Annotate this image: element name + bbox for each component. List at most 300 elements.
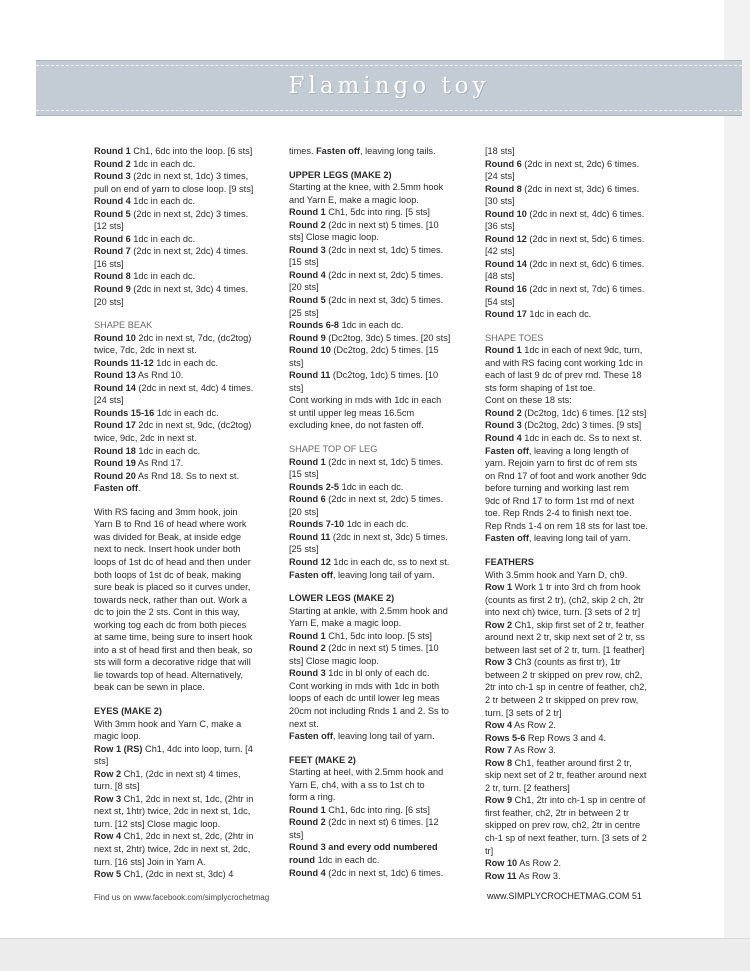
pattern-line xyxy=(485,258,675,271)
instruction-label: Rounds 6-8 xyxy=(289,320,340,331)
pattern-line xyxy=(94,793,284,806)
instruction-text: sts] xyxy=(94,756,109,767)
instruction-text: (2dc in next st, 5dc) 6 times. xyxy=(526,233,645,244)
instruction-text: next st. xyxy=(289,718,319,729)
pattern-line xyxy=(94,556,284,569)
instruction-label: Round 10 xyxy=(289,345,331,356)
pattern-line xyxy=(289,766,479,779)
pattern-line xyxy=(289,841,479,854)
pattern-line xyxy=(289,718,479,731)
instruction-label: Row 3 xyxy=(485,657,513,668)
pattern-line xyxy=(485,445,675,458)
instruction-label: Round 6 xyxy=(485,158,522,169)
bottom-band xyxy=(0,938,750,971)
pattern-line xyxy=(94,669,284,682)
instruction-label: Round 1 xyxy=(289,207,326,218)
section-heading: EYES (MAKE 2) xyxy=(94,705,162,716)
instruction-label: Rounds 15-16 xyxy=(94,407,155,418)
instruction-label: Round 14 xyxy=(485,258,527,269)
instruction-text: next to neck. Insert hook under both xyxy=(94,544,241,555)
instruction-text: [54 sts] xyxy=(485,296,515,307)
pattern-line xyxy=(94,830,284,843)
pattern-line xyxy=(289,569,479,582)
instruction-label: Round 6 xyxy=(289,494,326,505)
pattern-line xyxy=(94,768,284,781)
instruction-text: loops of 1st dc of head and then under xyxy=(94,556,251,567)
instruction-text: Ch1, 2dc in next st, 2dc, (2htr in xyxy=(121,831,254,842)
instruction-text: With 3.5mm hook and Yarn D, ch9. xyxy=(485,569,628,580)
instruction-text: Starting at ankle, with 2.5mm hook and xyxy=(289,605,448,616)
instruction-text: (2dc in next st, 2dc) 3 times. xyxy=(130,208,249,219)
instruction-text: 20cm not including Rnds 1 and 2. Ss to xyxy=(289,705,449,716)
pattern-line xyxy=(485,581,675,594)
pattern-line xyxy=(289,344,479,357)
pattern-line xyxy=(485,419,675,432)
pattern-line xyxy=(94,445,284,458)
instruction-text: 1dc in each dc. xyxy=(153,357,219,368)
instruction-label: Round 4 xyxy=(289,269,326,280)
pattern-line xyxy=(94,233,284,246)
paragraph-gap xyxy=(289,158,479,169)
instruction-text: yarn. Rejoin yarn to first dc of rem sts xyxy=(485,458,638,469)
pattern-line xyxy=(485,794,675,807)
pattern-line xyxy=(94,843,284,856)
instruction-text: 1dc in each dc. xyxy=(135,445,201,456)
pattern-line xyxy=(94,543,284,556)
pattern-line xyxy=(485,183,675,196)
instruction-text: sts] Close magic loop. xyxy=(289,232,379,243)
pattern-line xyxy=(485,832,675,845)
instruction-text: (2dc in next st, 3dc) 5 times. xyxy=(330,531,448,542)
pattern-line xyxy=(289,206,479,219)
instruction-text: magic loop. xyxy=(94,731,141,742)
instruction-label: Round 2 xyxy=(289,643,326,654)
instruction-text: 1dc in each dc. xyxy=(130,271,196,282)
pattern-line xyxy=(289,281,479,294)
instruction-text: 1dc in each dc. xyxy=(339,481,404,492)
instruction-text: twice, 9dc, 2dc in next st. xyxy=(94,433,197,444)
instruction-text: both loops of 1st dc of beak, making xyxy=(94,569,242,580)
instruction-label: Round 3 xyxy=(485,420,522,431)
pattern-line xyxy=(485,170,675,183)
instruction-text: (2dc in next st, 1dc) 6 times. xyxy=(325,867,444,878)
instruction-label: Row 8 xyxy=(485,757,513,768)
pattern-line xyxy=(289,382,479,395)
instruction-text: , leaving long tail of yarn. xyxy=(332,731,435,742)
instruction-text: each of last 9 dc of prev rnd. These 18 xyxy=(485,370,642,381)
pattern-line xyxy=(94,195,284,208)
pattern-line xyxy=(94,780,284,793)
instruction-text: between last set of 2 tr, turn. [1 feather] xyxy=(485,644,645,655)
pattern-line xyxy=(485,694,675,707)
instruction-text: 9dc of Rnd 17 to form 1st rnd of next xyxy=(485,495,635,506)
instruction-text: 2 tr between 2 tr skipped on prev row, xyxy=(485,694,639,705)
pattern-line xyxy=(485,495,675,508)
instruction-text: ch-1 sp of next feather, turn. [3 sets of 2 xyxy=(485,832,647,843)
instruction-label: Round 16 xyxy=(485,284,527,295)
pattern-line xyxy=(289,779,479,792)
pattern-line xyxy=(94,369,284,382)
pattern-line xyxy=(485,407,675,420)
instruction-label: Row 2 xyxy=(94,768,122,779)
instruction-text: [48 sts] xyxy=(485,271,515,282)
instruction-text: (2dc in next st, 3dc) 5 times. xyxy=(325,295,444,306)
instruction-label: Round 6 xyxy=(94,233,131,244)
section-heading: LOWER LEGS (MAKE 2) xyxy=(289,593,395,604)
instruction-text: (2dc in next st, 6dc) 6 times. xyxy=(526,258,645,269)
pattern-line xyxy=(289,667,479,680)
pattern-line xyxy=(485,233,675,246)
instruction-text: (Dc2tog, 2dc) 3 times. [9 sts] xyxy=(521,420,642,431)
pattern-line xyxy=(289,307,479,320)
instruction-text: dc to join the 2 sts. Cont in this way, xyxy=(94,607,240,618)
instruction-label: Round 5 xyxy=(289,295,326,306)
pattern-line xyxy=(485,283,675,296)
instruction-text: [24 sts] xyxy=(485,171,515,182)
instruction-text: lie towards top of head. Alternatively, xyxy=(94,669,243,680)
instruction-text: Starting at the knee, with 2.5mm hook xyxy=(289,182,444,193)
instruction-text: towards neck, rather than out. Work a xyxy=(94,594,248,605)
instruction-text: toe. Rep Rnds 2-4 to finish next toe. xyxy=(485,508,632,519)
instruction-label: Round 17 xyxy=(485,309,527,320)
page-edge xyxy=(724,0,750,938)
instruction-label: Fasten off xyxy=(316,146,360,156)
pattern-line xyxy=(94,208,284,221)
paragraph-gap xyxy=(485,545,675,556)
pattern-line xyxy=(94,432,284,445)
pattern-line xyxy=(485,245,675,258)
pattern-line xyxy=(289,145,479,158)
instruction-text: beak can be sewn in place. xyxy=(94,682,205,693)
instruction-text: [15 sts] xyxy=(289,257,319,268)
pattern-line xyxy=(94,730,284,743)
paragraph-gap xyxy=(485,321,675,332)
section-heading: SHAPE TOP OF LEG xyxy=(289,444,378,455)
pattern-line xyxy=(94,718,284,731)
pattern-line xyxy=(289,493,479,506)
paragraph-gap xyxy=(289,743,479,754)
instruction-text: Ch1, (2dc in next st) 4 times, xyxy=(121,768,241,779)
instruction-label: Rounds 7-10 xyxy=(289,519,345,530)
paragraph-gap xyxy=(94,694,284,705)
instruction-label: Round 4 xyxy=(289,867,326,878)
pattern-line xyxy=(485,594,675,607)
pattern-line xyxy=(94,296,284,309)
instruction-text: and with RS facing cont working 1dc in xyxy=(485,357,643,368)
instruction-text: Ch1, 2dc in next st, 1dc, (2htr in xyxy=(121,793,254,804)
instruction-text: Ch1, 5dc into loop. [5 sts] xyxy=(325,630,432,641)
instruction-text: on Rnd 17 of foot and work another 9dc xyxy=(485,470,647,481)
instruction-label: Round 10 xyxy=(485,208,527,219)
instruction-text: 1dc in each dc. xyxy=(130,233,196,244)
instruction-text: loops of each dc until lower leg meas xyxy=(289,693,440,704)
instruction-text: [25 sts] xyxy=(289,544,319,555)
instruction-text: (2dc in next st, 4dc) 6 times. xyxy=(526,208,645,219)
instruction-text: 2dc in next st, 9dc, (dc2tog) xyxy=(135,420,252,431)
pattern-line xyxy=(485,819,675,832)
instruction-label: Row 1 xyxy=(485,582,513,593)
pattern-line xyxy=(289,692,479,705)
pattern-line xyxy=(94,145,284,158)
instruction-label: Round 10 xyxy=(94,332,136,343)
instruction-text: (counts as first 2 tr), (ch2, skip 2 ch, 2tr xyxy=(485,594,644,605)
pattern-line xyxy=(485,845,675,858)
pattern-line xyxy=(289,319,479,332)
instruction-label: Round 2 xyxy=(289,817,326,828)
pattern-line xyxy=(485,857,675,870)
instruction-text: 1dc in each dc. xyxy=(315,854,380,865)
instruction-text: (2dc in next st) 5 times. [10 xyxy=(325,219,439,230)
instruction-text: around next 2 tr, skip next set of 2 tr, ss xyxy=(485,632,645,643)
footer-website-page-number: www.SIMPLYCROCHETMAG.COM 51 xyxy=(487,891,642,901)
instruction-text: 1dc in each of next 9dc, turn, xyxy=(521,345,643,356)
instruction-label: Row 5 xyxy=(94,869,122,880)
pattern-line xyxy=(485,744,675,757)
pattern-line xyxy=(94,518,284,531)
pattern-line xyxy=(485,719,675,732)
instruction-label: Row 4 xyxy=(94,831,122,842)
pattern-line xyxy=(289,407,479,420)
instruction-label: Round 8 xyxy=(485,183,522,194)
instruction-label: Round 12 xyxy=(289,556,331,567)
instruction-text: turn. [12 sts] Close magic loop. xyxy=(94,818,221,829)
instruction-text: Ch1, 6dc into the loop. [6 sts] xyxy=(130,146,253,156)
instruction-text: Rep Rows 3 and 4. xyxy=(525,732,607,743)
instruction-text: (2dc in next st) 6 times. [12 xyxy=(325,817,439,828)
instruction-text: working tog each dc from both pieces xyxy=(94,619,247,630)
pattern-line xyxy=(94,407,284,420)
pattern-line xyxy=(485,296,675,309)
instruction-text: [15 sts] xyxy=(289,469,319,480)
pattern-line xyxy=(94,470,284,483)
pattern-line xyxy=(94,581,284,594)
instruction-label: Round 1 xyxy=(289,804,326,815)
instruction-text: Ch1, skip first set of 2 tr, feather xyxy=(512,619,645,630)
pattern-line xyxy=(289,506,479,519)
instruction-text: Ch1, 5dc into ring. [5 sts] xyxy=(325,207,430,218)
instruction-text: [30 sts] xyxy=(485,196,515,207)
instruction-text: As Rnd 10. xyxy=(135,370,184,381)
instruction-text: (Dc2tog, 2dc) 5 times. [15 xyxy=(330,345,439,356)
instruction-text: 1dc in each dc, ss to next st. xyxy=(330,556,450,567)
pattern-line xyxy=(94,681,284,694)
instruction-text: 1dc in each dc. xyxy=(154,407,219,418)
pattern-line xyxy=(289,791,479,804)
pattern-line xyxy=(485,569,675,582)
instruction-label: Round 18 xyxy=(94,445,136,456)
pattern-line xyxy=(289,816,479,829)
instruction-text: Rep Rnds 1-4 on rem 18 sts for last toe. xyxy=(485,520,648,531)
instruction-label: Round 11 xyxy=(289,370,331,381)
instruction-label: Round 11 xyxy=(289,531,331,542)
instruction-text: 1dc in each dc. xyxy=(339,320,404,331)
pattern-line xyxy=(485,619,675,632)
instruction-label: Row 1 (RS) xyxy=(94,743,143,754)
pattern-line xyxy=(485,681,675,694)
instruction-text: tr] xyxy=(485,845,494,856)
pattern-line xyxy=(289,456,479,469)
pattern-line xyxy=(289,332,479,345)
pattern-line xyxy=(289,181,479,194)
instruction-text: into a st of head first and then beak, so xyxy=(94,644,253,655)
instruction-text: Yarn E, ch4, with a ss to 1st ch to xyxy=(289,779,425,790)
instruction-label: Round 20 xyxy=(94,470,136,481)
instruction-label: Fasten off xyxy=(94,483,138,494)
instruction-text: times. xyxy=(289,146,317,156)
pattern-line xyxy=(289,219,479,232)
instruction-text: turn. [3 sets of 2 tr] xyxy=(485,707,562,718)
instruction-label: Row 2 xyxy=(485,619,513,630)
instruction-text: Starting at heel, with 2.5mm hook and xyxy=(289,767,444,778)
pattern-line xyxy=(485,432,675,445)
instruction-label: Rounds 2-5 xyxy=(289,481,340,492)
instruction-label: Round 1 xyxy=(289,456,326,467)
column-2 xyxy=(289,145,479,879)
column-3 xyxy=(485,145,675,882)
instruction-text: sts will form a decorative ridge that will xyxy=(94,657,251,668)
pattern-line xyxy=(289,481,479,494)
pattern-line xyxy=(485,470,675,483)
pattern-line xyxy=(94,183,284,196)
instruction-text: before turning and working last rem xyxy=(485,483,630,494)
instruction-text: Ch1, 4dc into loop, turn. [4 xyxy=(142,743,253,754)
instruction-text: Ch1, (2dc in next st, 3dc) 4 xyxy=(121,869,234,880)
instruction-text: (2dc in next st, 4dc) 4 times. xyxy=(135,382,254,393)
instruction-text: 2dc in next st, 7dc, (dc2tog) xyxy=(135,332,252,343)
instruction-text: [24 sts] xyxy=(94,395,124,406)
instruction-text: excluding knee, do not fasten off. xyxy=(289,420,424,431)
instruction-label: Rows 5-6 xyxy=(485,732,526,743)
instruction-label: Row 10 xyxy=(485,858,518,869)
instruction-text: twice, 7dc, 2dc in next st. xyxy=(94,345,197,356)
pattern-line xyxy=(94,158,284,171)
instruction-text: [20 sts] xyxy=(94,296,124,307)
instruction-text: As Row 3. xyxy=(512,745,556,756)
instruction-text: With RS facing and 3mm hook, join xyxy=(94,506,238,517)
pattern-line xyxy=(485,532,675,545)
pattern-line xyxy=(485,782,675,795)
instruction-text: 1dc in each dc. Ss to next st. xyxy=(521,433,642,444)
pattern-line xyxy=(485,482,675,495)
instruction-text: As Rnd 17. xyxy=(135,458,184,469)
footer-facebook: Find us on www.facebook.com/simplycrochetmag xyxy=(94,893,270,902)
instruction-text: With 3mm hook and Yarn C, make a xyxy=(94,718,242,729)
pattern-line xyxy=(485,644,675,657)
instruction-label: Fasten off xyxy=(289,731,333,742)
instruction-label: Round 9 xyxy=(289,332,326,343)
pattern-line xyxy=(485,357,675,370)
pattern-line xyxy=(485,195,675,208)
section-heading: SHAPE BEAK xyxy=(94,320,153,331)
instruction-text: As Row 2. xyxy=(512,720,556,731)
instruction-text: sts] xyxy=(289,357,304,368)
instruction-label: Row 3 xyxy=(94,793,122,804)
pattern-line xyxy=(289,531,479,544)
instruction-text: 1dc in bl only of each dc. xyxy=(325,668,430,679)
instruction-text: , leaving long tail of yarn. xyxy=(332,569,435,580)
pattern-line xyxy=(485,457,675,470)
instruction-label: Round 17 xyxy=(94,420,136,431)
pattern-line xyxy=(289,256,479,269)
instruction-text: Ch1, 2tr into ch-1 sp in centre of xyxy=(512,795,646,806)
pattern-line xyxy=(289,556,479,569)
instruction-text: As Rnd 18. Ss to next st. xyxy=(135,470,240,481)
instruction-label: Fasten off xyxy=(485,533,529,544)
pattern-line xyxy=(485,707,675,720)
pattern-line xyxy=(485,145,675,158)
pattern-line xyxy=(94,332,284,345)
paragraph-gap xyxy=(94,495,284,506)
instruction-text: turn. [8 sts] xyxy=(94,781,140,792)
instruction-text: (2dc in next st, 2dc) 6 times. xyxy=(521,158,640,169)
instruction-text: turn. [16 sts] Join in Yarn A. xyxy=(94,856,206,867)
pattern-line xyxy=(94,382,284,395)
pattern-line xyxy=(289,244,479,257)
instruction-text: form a ring. xyxy=(289,792,336,803)
instruction-text: (2dc in next st, 1dc) 5 times. xyxy=(325,456,444,467)
pattern-line xyxy=(94,569,284,582)
instruction-text: [25 sts] xyxy=(289,307,319,318)
instruction-label: Round 3 xyxy=(289,668,326,679)
instruction-label: Row 7 xyxy=(485,745,513,756)
instruction-text: (2dc in next st, 3dc) 4 times. xyxy=(130,284,249,295)
instruction-text: 2tr into ch-1 sp in centre of feather, ch2, xyxy=(485,682,647,693)
instruction-text: sts] xyxy=(289,382,304,393)
pattern-line xyxy=(289,730,479,743)
instruction-label: Round 2 xyxy=(485,407,522,418)
pattern-line xyxy=(94,805,284,818)
pattern-line xyxy=(94,656,284,669)
pattern-line xyxy=(289,194,479,207)
instruction-text: . xyxy=(137,483,141,494)
pattern-line xyxy=(94,482,284,495)
pattern-line xyxy=(485,669,675,682)
pattern-line xyxy=(485,158,675,171)
instruction-text: (2dc in next st, 2dc) 4 times. xyxy=(130,246,249,257)
instruction-text: Ch1, feather around first 2 tr, xyxy=(512,757,632,768)
instruction-label: Round 1 xyxy=(485,345,522,356)
instruction-text: Work 1 tr into 3rd ch from hook xyxy=(512,582,641,593)
instruction-text: st until upper leg meas 16.5cm xyxy=(289,407,415,418)
pattern-line xyxy=(485,870,675,883)
instruction-label: Row 4 xyxy=(485,720,513,731)
pattern-line xyxy=(94,818,284,831)
pattern-line xyxy=(94,594,284,607)
instruction-label: Round 3 and every odd numbered xyxy=(289,842,438,853)
pattern-line xyxy=(289,642,479,655)
instruction-label: Round 7 xyxy=(94,246,131,257)
instruction-text: 1dc in each dc. xyxy=(526,309,592,320)
section-heading: FEATHERS xyxy=(485,556,534,567)
instruction-text: As Row 2. xyxy=(517,858,562,869)
pattern-line xyxy=(289,518,479,531)
pattern-line xyxy=(94,245,284,258)
pattern-line xyxy=(289,294,479,307)
instruction-text: (2dc in next st, 2dc) 5 times. xyxy=(325,494,444,505)
instruction-label: Round 14 xyxy=(94,382,136,393)
instruction-text: at same time, being sure to insert hook xyxy=(94,632,253,643)
page-title: Flamingo toy xyxy=(288,73,490,99)
instruction-text: (2dc in next st) 5 times. [10 xyxy=(325,643,439,654)
instruction-text: 1dc in each dc. xyxy=(130,196,196,207)
pattern-line xyxy=(289,543,479,556)
instruction-label: Round 2 xyxy=(289,219,326,230)
pattern-line xyxy=(94,506,284,519)
instruction-text: between 2 tr skipped on prev row, ch2, xyxy=(485,669,643,680)
pattern-line xyxy=(485,732,675,745)
pattern-line xyxy=(94,419,284,432)
instruction-text: (Dc2tog, 1dc) 5 times. [10 xyxy=(330,370,439,381)
